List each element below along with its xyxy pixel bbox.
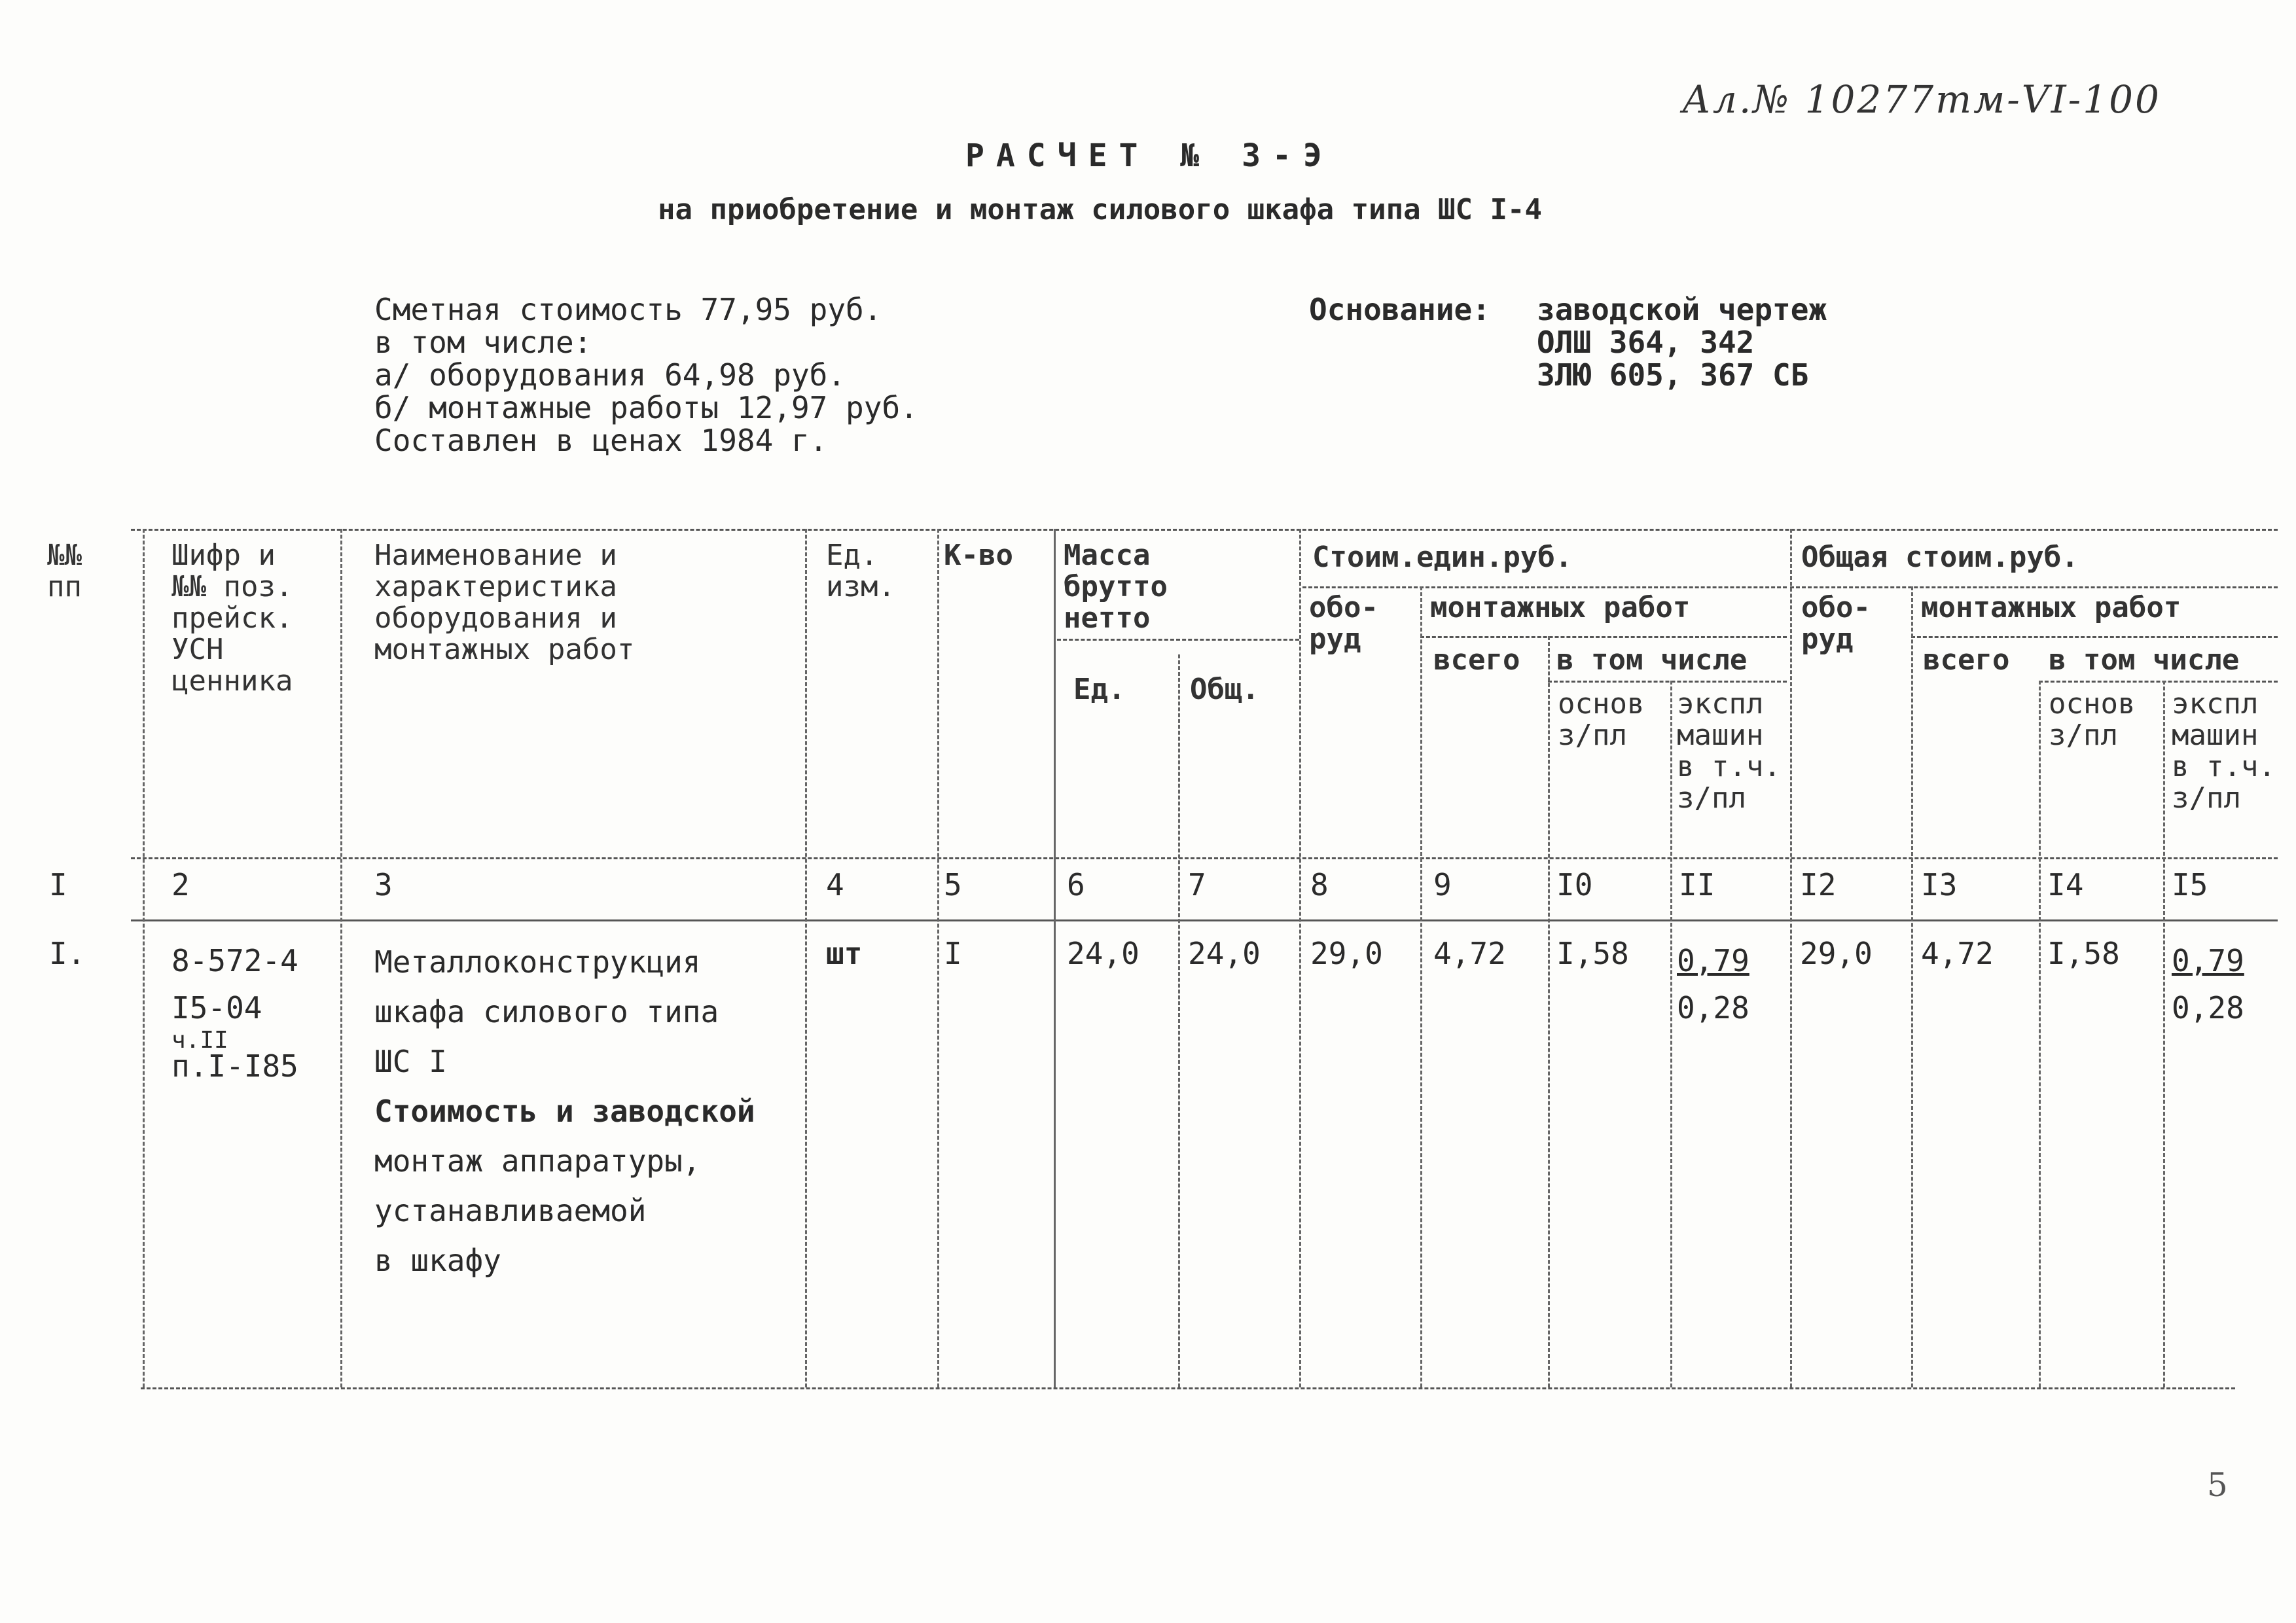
header-total-mount: монтажных работ <box>1921 591 2181 624</box>
col-sep-10 <box>1670 681 1672 1387</box>
header-unit-mount: монтажных работ <box>1430 591 1691 624</box>
rule-total-mount-sub <box>1911 636 2278 638</box>
header-unit-wage: основ з/пл <box>1558 687 1645 752</box>
rule-total-sub <box>1790 586 2278 588</box>
table-bottom-rule <box>141 1387 2235 1389</box>
row-mass-unit: 24,0 <box>1067 936 1139 971</box>
column-number: 2 <box>171 867 190 902</box>
column-number: 3 <box>374 867 393 902</box>
header-code: Шифр и №№ поз. прейск. УСН ценника <box>171 539 293 698</box>
header-unit-all: всего <box>1433 643 1520 677</box>
header-total-incl: в том числе <box>2049 643 2240 677</box>
rule-unit-mount-sub <box>1420 636 1787 638</box>
col-sep-5 <box>1054 529 1056 1387</box>
header-total-cost: Общая стоим.руб. <box>1801 541 2079 574</box>
row-equip-total: 29,0 <box>1800 936 1873 971</box>
row-code: 8-572-4 I5-04 ч.II п.I-I85 <box>171 943 298 1084</box>
column-number: I5 <box>2172 867 2208 902</box>
rule-unit-sub <box>1302 586 1787 588</box>
header-total-machines: экспл машин в т.ч. з/пл <box>2172 687 2276 815</box>
basis-line: ЗЛЮ 605, 367 СБ <box>1537 357 1809 393</box>
page-subtitle: на приобретение и монтаж силового шкафа типа ШС I-4 <box>658 193 1543 226</box>
header-unit-cost: Стоим.един.руб. <box>1312 541 1573 574</box>
row-mount-total: 4,72 <box>1921 936 1994 971</box>
col-sep-3 <box>805 529 807 1387</box>
col-sep-1 <box>143 529 145 1387</box>
col-sep-8 <box>1420 586 1422 1387</box>
cost-line: в том числе: <box>374 325 592 360</box>
basis-line: заводской чертеж <box>1537 292 1827 327</box>
col-sep-13 <box>2039 681 2041 1387</box>
column-number: 9 <box>1433 867 1452 902</box>
col-sep-2 <box>340 529 342 1387</box>
header-name: Наименование и характеристика оборудования и монтажных работ <box>374 539 635 666</box>
basis-label: Основание: <box>1309 292 1490 327</box>
row-unit: шт <box>826 936 863 971</box>
cost-line: б/ монтажные работы 12,97 руб. <box>374 390 918 425</box>
header-total-all: всего <box>1923 643 2010 677</box>
column-number: 6 <box>1067 867 1085 902</box>
col-sep-14 <box>2163 681 2165 1387</box>
rule-total-incl-sub <box>2039 681 2278 683</box>
cost-line: а/ оборудования 64,98 руб. <box>374 357 846 393</box>
row-wage-unit: I,58 <box>1556 936 1629 971</box>
rule-mass-sub <box>1057 639 1299 641</box>
col-sep-7 <box>1299 529 1301 1387</box>
column-number: I4 <box>2047 867 2084 902</box>
header-total-equip: обо- руд <box>1801 591 1871 656</box>
col-sep-11 <box>1790 529 1792 1387</box>
col-sep-6 <box>1178 654 1180 1387</box>
row-qty: I <box>944 936 962 971</box>
rule-unit-incl-sub <box>1548 681 1787 683</box>
row-mount-total-unit: 4,72 <box>1433 936 1506 971</box>
basis-line: ОЛШ 364, 342 <box>1537 325 1755 360</box>
row-machines-total: 0,79 0,28 <box>2172 943 2244 1026</box>
rule-header-bottom <box>131 857 2278 859</box>
column-number: I <box>49 867 67 902</box>
column-number: 4 <box>826 867 844 902</box>
column-number: 7 <box>1188 867 1206 902</box>
header-total-wage: основ з/пл <box>2049 687 2136 752</box>
header-qty: К-во <box>944 539 1013 572</box>
row-equip-unit: 29,0 <box>1310 936 1383 971</box>
header-mass: Масса брутто нетто <box>1064 539 1168 635</box>
row-number: I. <box>49 936 86 971</box>
col-sep-9 <box>1548 636 1550 1387</box>
table-top-rule <box>131 529 2278 531</box>
page-title: РАСЧЕТ № 3-Э <box>965 137 1334 174</box>
column-number: I3 <box>1921 867 1958 902</box>
page-number: 5 <box>2207 1466 2228 1504</box>
header-row-number: №№ пп <box>47 539 82 603</box>
rule-numbers-bottom <box>131 919 2278 921</box>
header-mass-total: Общ. <box>1190 673 1259 706</box>
column-number: II <box>1679 867 1715 902</box>
col-sep-12 <box>1911 586 1913 1387</box>
column-number: 5 <box>944 867 962 902</box>
cost-line: Составлен в ценах 1984 г. <box>374 423 828 458</box>
column-number: I2 <box>1800 867 1837 902</box>
document-number: Ал.№ 10277тм-VI-100 <box>1682 77 2161 122</box>
header-unit-equip: обо- руд <box>1309 591 1378 656</box>
column-number: 8 <box>1310 867 1329 902</box>
row-mass-total: 24,0 <box>1188 936 1261 971</box>
basis-list <box>1537 293 1827 391</box>
header-unit-incl: в том числе <box>1556 643 1748 677</box>
row-machines-unit: 0,79 0,28 <box>1677 943 1749 1026</box>
header-unit: Ед. изм. <box>826 539 895 603</box>
cost-line: Сметная стоимость 77,95 руб. <box>374 292 882 327</box>
row-name: Металлоконструкция шкафа силового типа ШС I Стоимость и заводской монтаж аппаратуры, устанавливаемой в шкафу <box>374 944 755 1278</box>
cost-summary <box>374 293 918 457</box>
column-number: I0 <box>1556 867 1593 902</box>
header-mass-unit: Ед. <box>1073 673 1126 706</box>
header-unit-machines: экспл машин в т.ч. з/пл <box>1677 687 1781 815</box>
row-wage-total: I,58 <box>2047 936 2120 971</box>
col-sep-4 <box>937 529 939 1387</box>
